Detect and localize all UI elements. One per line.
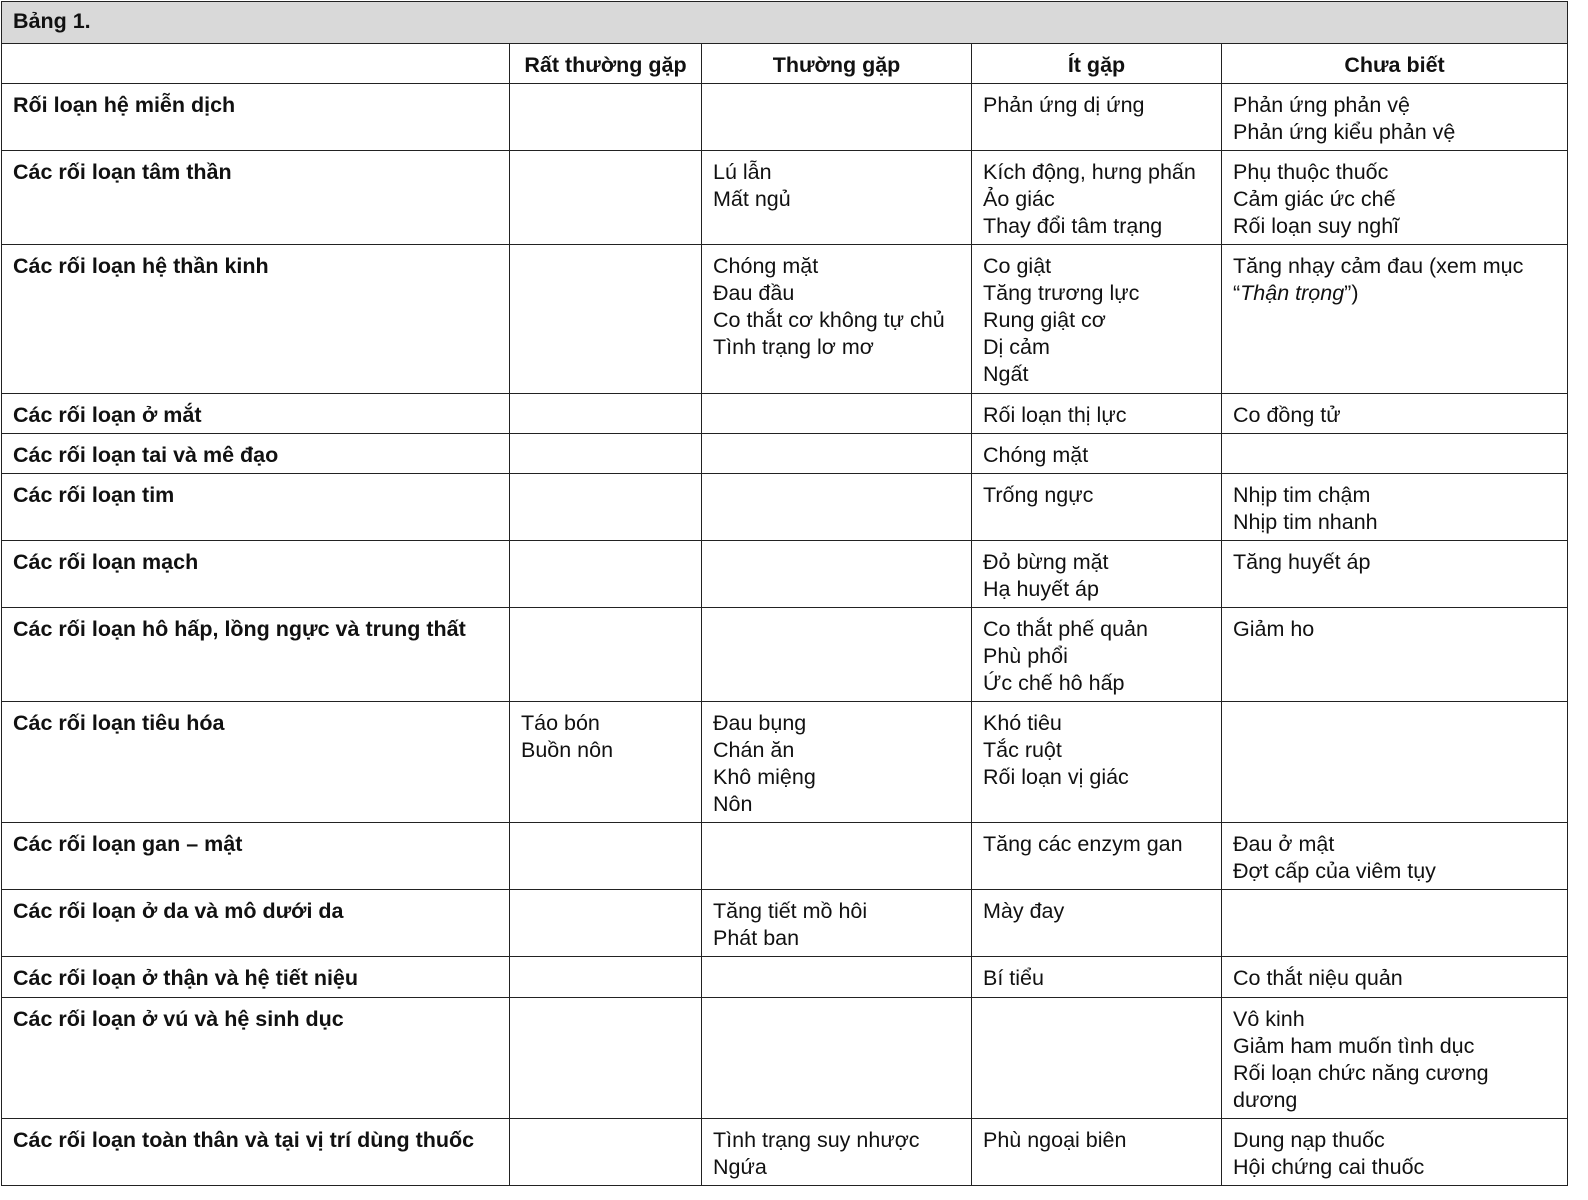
cell-line: Kích động, hưng phấn [983,160,1196,185]
cell-unknown [1222,997,1568,1118]
cell-uncommon [972,1118,1222,1185]
table-row [2,433,1568,473]
cell-line: Táo bón [521,711,600,736]
cell-uncommon [972,245,1222,393]
table-title-row [2,2,1568,44]
cell-line: Đau ở mật [1233,832,1335,857]
cell-uncommon [972,607,1222,701]
cell-line: Trống ngực [983,482,1094,507]
row-category-label: Các rối loạn gan – mật [2,823,510,890]
cell-line: Ảo giác [983,187,1055,212]
table-row [2,84,1568,151]
cell-unknown [1222,607,1568,701]
cell-common [702,245,972,393]
cell-unknown [1222,393,1568,433]
table-row [2,890,1568,957]
cell-line: Đau đầu [713,281,795,306]
cell-uncommon [972,393,1222,433]
cell-very-common [510,607,702,701]
table-row [2,607,1568,701]
cell-very-common [510,393,702,433]
cell-uncommon [972,151,1222,245]
row-category-label: Các rối loạn tiêu hóa [2,702,510,823]
row-category-label: Các rối loạn tâm thần [2,151,510,245]
cell-line: Đau bụng [713,711,807,736]
row-category-label: Các rối loạn ở da và mô dưới da [2,890,510,957]
header-cell-uncommon: Ít gặp [972,44,1222,84]
cell-very-common [510,473,702,540]
cell-very-common [510,245,702,393]
cell-line: Mày đay [983,899,1065,924]
cell-common [702,823,972,890]
cell-line: Hội chứng cai thuốc [1233,1154,1425,1179]
cell-line: Phản ứng kiểu phản vệ [1233,120,1456,144]
cell-line: Đợt cấp của viêm tụy [1233,859,1436,884]
cell-very-common [510,84,702,151]
table-header-row [2,44,1568,84]
table-row [2,393,1568,433]
cell-uncommon [972,823,1222,890]
cell-line: Giảm ho [1233,616,1315,641]
cell-line: Buồn nôn [521,738,614,763]
cell-unknown [1222,957,1568,997]
cell-very-common [510,957,702,997]
cell-line: Tăng huyết áp [1233,549,1371,574]
cell-unknown [1222,84,1568,151]
cell-text-prefix: Tăng nhạy cảm đau (xem mục “ [1233,254,1524,306]
cell-line: Rối loạn thị lực [983,402,1127,427]
cell-line: Thay đổi tâm trạng [983,214,1163,239]
cell-line: Phù ngoại biên [983,1127,1127,1152]
header-cell-very-common: Rất thường gặp [510,44,702,84]
cell-line: Tăng trương lực [983,281,1140,306]
cell-line: Co thắt phế quản [983,616,1148,641]
row-category-label: Các rối loạn tim [2,473,510,540]
cell-line: Dị cảm [983,335,1050,360]
row-category-label: Các rối loạn mạch [2,540,510,607]
header-cell-common: Thường gặp [702,44,972,84]
cell-unknown [1222,151,1568,245]
cell-very-common [510,151,702,245]
cell-line: Ức chế hô hấp [983,670,1125,695]
table-row [2,702,1568,823]
cell-line: Co thắt niệu quản [1233,966,1403,991]
cell-common [702,890,972,957]
cell-common [702,540,972,607]
row-category-label: Các rối loạn hệ thần kinh [2,245,510,393]
cell-uncommon [972,702,1222,823]
row-category-label: Các rối loạn toàn thân và tại vị trí dùng thuốc [2,1118,510,1185]
cell-unknown [1222,540,1568,607]
table-row [2,151,1568,245]
cell-very-common [510,702,702,823]
cell-line: Dung nạp thuốc [1233,1127,1385,1152]
cell-uncommon [972,540,1222,607]
cell-uncommon [972,957,1222,997]
table-body [2,84,1568,1186]
table-row [2,1118,1568,1185]
cell-line: Tắc ruột [983,738,1062,763]
cell-very-common [510,1118,702,1185]
row-category-label: Các rối loạn ở thận và hệ tiết niệu [2,957,510,997]
cell-line: Co thắt cơ không tự chủ [713,308,945,333]
cell-text-suffix: ”) [1344,281,1359,306]
cell-line: Khó tiêu [983,711,1062,736]
cell-very-common [510,823,702,890]
cell-unknown [1222,433,1568,473]
cell-common [702,1118,972,1185]
cross-reference-italic: Thận trọng [1240,281,1345,306]
cell-line: Bí tiểu [983,966,1044,991]
cell-line: Co đồng tử [1233,402,1341,427]
cell-line: Nôn [713,792,753,817]
cell-line: Rối loạn vị giác [983,765,1129,790]
cell-line: Khô miệng [713,765,816,790]
cell-line: Tăng tiết mồ hôi [713,899,868,924]
cell-unknown [1222,1118,1568,1185]
cell-common [702,393,972,433]
cell-very-common [510,540,702,607]
cell-line: Co giật [983,254,1052,279]
cell-line: Tăng các enzym gan [983,832,1183,857]
cell-unknown [1222,245,1568,393]
cell-line: Cảm giác ức chế [1233,187,1396,212]
cell-common [702,433,972,473]
cell-uncommon [972,890,1222,957]
cell-line: Mất ngủ [713,187,791,212]
cell-line: Hạ huyết áp [983,576,1099,601]
cell-line: Phù phổi [983,643,1068,668]
table-row [2,540,1568,607]
cell-line: Vô kinh [1233,1006,1305,1031]
table-row [2,473,1568,540]
cell-line: Nhịp tim chậm [1233,482,1371,507]
cell-common [702,473,972,540]
row-category-label: Rối loạn hệ miễn dịch [2,84,510,151]
cell-line: Rung giật cơ [983,308,1106,333]
cell-line: Tình trạng lơ mơ [713,335,874,360]
cell-common [702,84,972,151]
cell-unknown [1222,473,1568,540]
cell-common [702,997,972,1118]
cell-uncommon [972,473,1222,540]
row-category-label: Các rối loạn tai và mê đạo [2,433,510,473]
table-row [2,997,1568,1118]
cell-line: Giảm ham muốn tình dục [1233,1033,1475,1058]
cell-common [702,702,972,823]
cell-line: Phản ứng phản vệ [1233,93,1410,117]
cell-line: Phát ban [713,926,800,951]
cell-line: Lú lẫn [713,160,772,185]
cell-line: Phản ứng dị ứng [983,93,1145,117]
cell-line: Đỏ bừng mặt [983,549,1109,574]
adverse-reactions-table [1,1,1568,1186]
cell-line: Chóng mặt [713,254,819,279]
table-row [2,823,1568,890]
cell-line: Rối loạn suy nghĩ [1233,214,1400,239]
cell-common [702,151,972,245]
cell-line: Rối loạn chức năng cương dương [1233,1060,1489,1112]
cell-common [702,957,972,997]
cell-line: Chán ăn [713,738,795,763]
cell-line [1233,253,1556,307]
cell-very-common [510,890,702,957]
cell-uncommon [972,84,1222,151]
cell-line: Nhịp tim nhanh [1233,509,1378,534]
cell-line: Tình trạng suy nhược [713,1127,920,1152]
cell-very-common [510,433,702,473]
cell-line: Ngứa [713,1154,767,1179]
cell-common [702,607,972,701]
cell-unknown [1222,890,1568,957]
cell-uncommon [972,997,1222,1118]
cell-unknown [1222,823,1568,890]
header-cell-unknown: Chưa biết [1222,44,1568,84]
cell-line: Phụ thuộc thuốc [1233,160,1389,185]
row-category-label: Các rối loạn ở vú và hệ sinh dục [2,997,510,1118]
table-row [2,245,1568,393]
table-title: Bảng 1. [2,2,1568,44]
row-category-label: Các rối loạn hô hấp, lồng ngực và trung thất [2,607,510,701]
cell-very-common [510,997,702,1118]
table-row [2,957,1568,997]
cell-line: Chóng mặt [983,442,1089,467]
row-category-label: Các rối loạn ở mắt [2,393,510,433]
cell-line: Ngất [983,362,1029,387]
cell-unknown [1222,702,1568,823]
header-cell-blank [2,44,510,84]
cell-uncommon [972,433,1222,473]
